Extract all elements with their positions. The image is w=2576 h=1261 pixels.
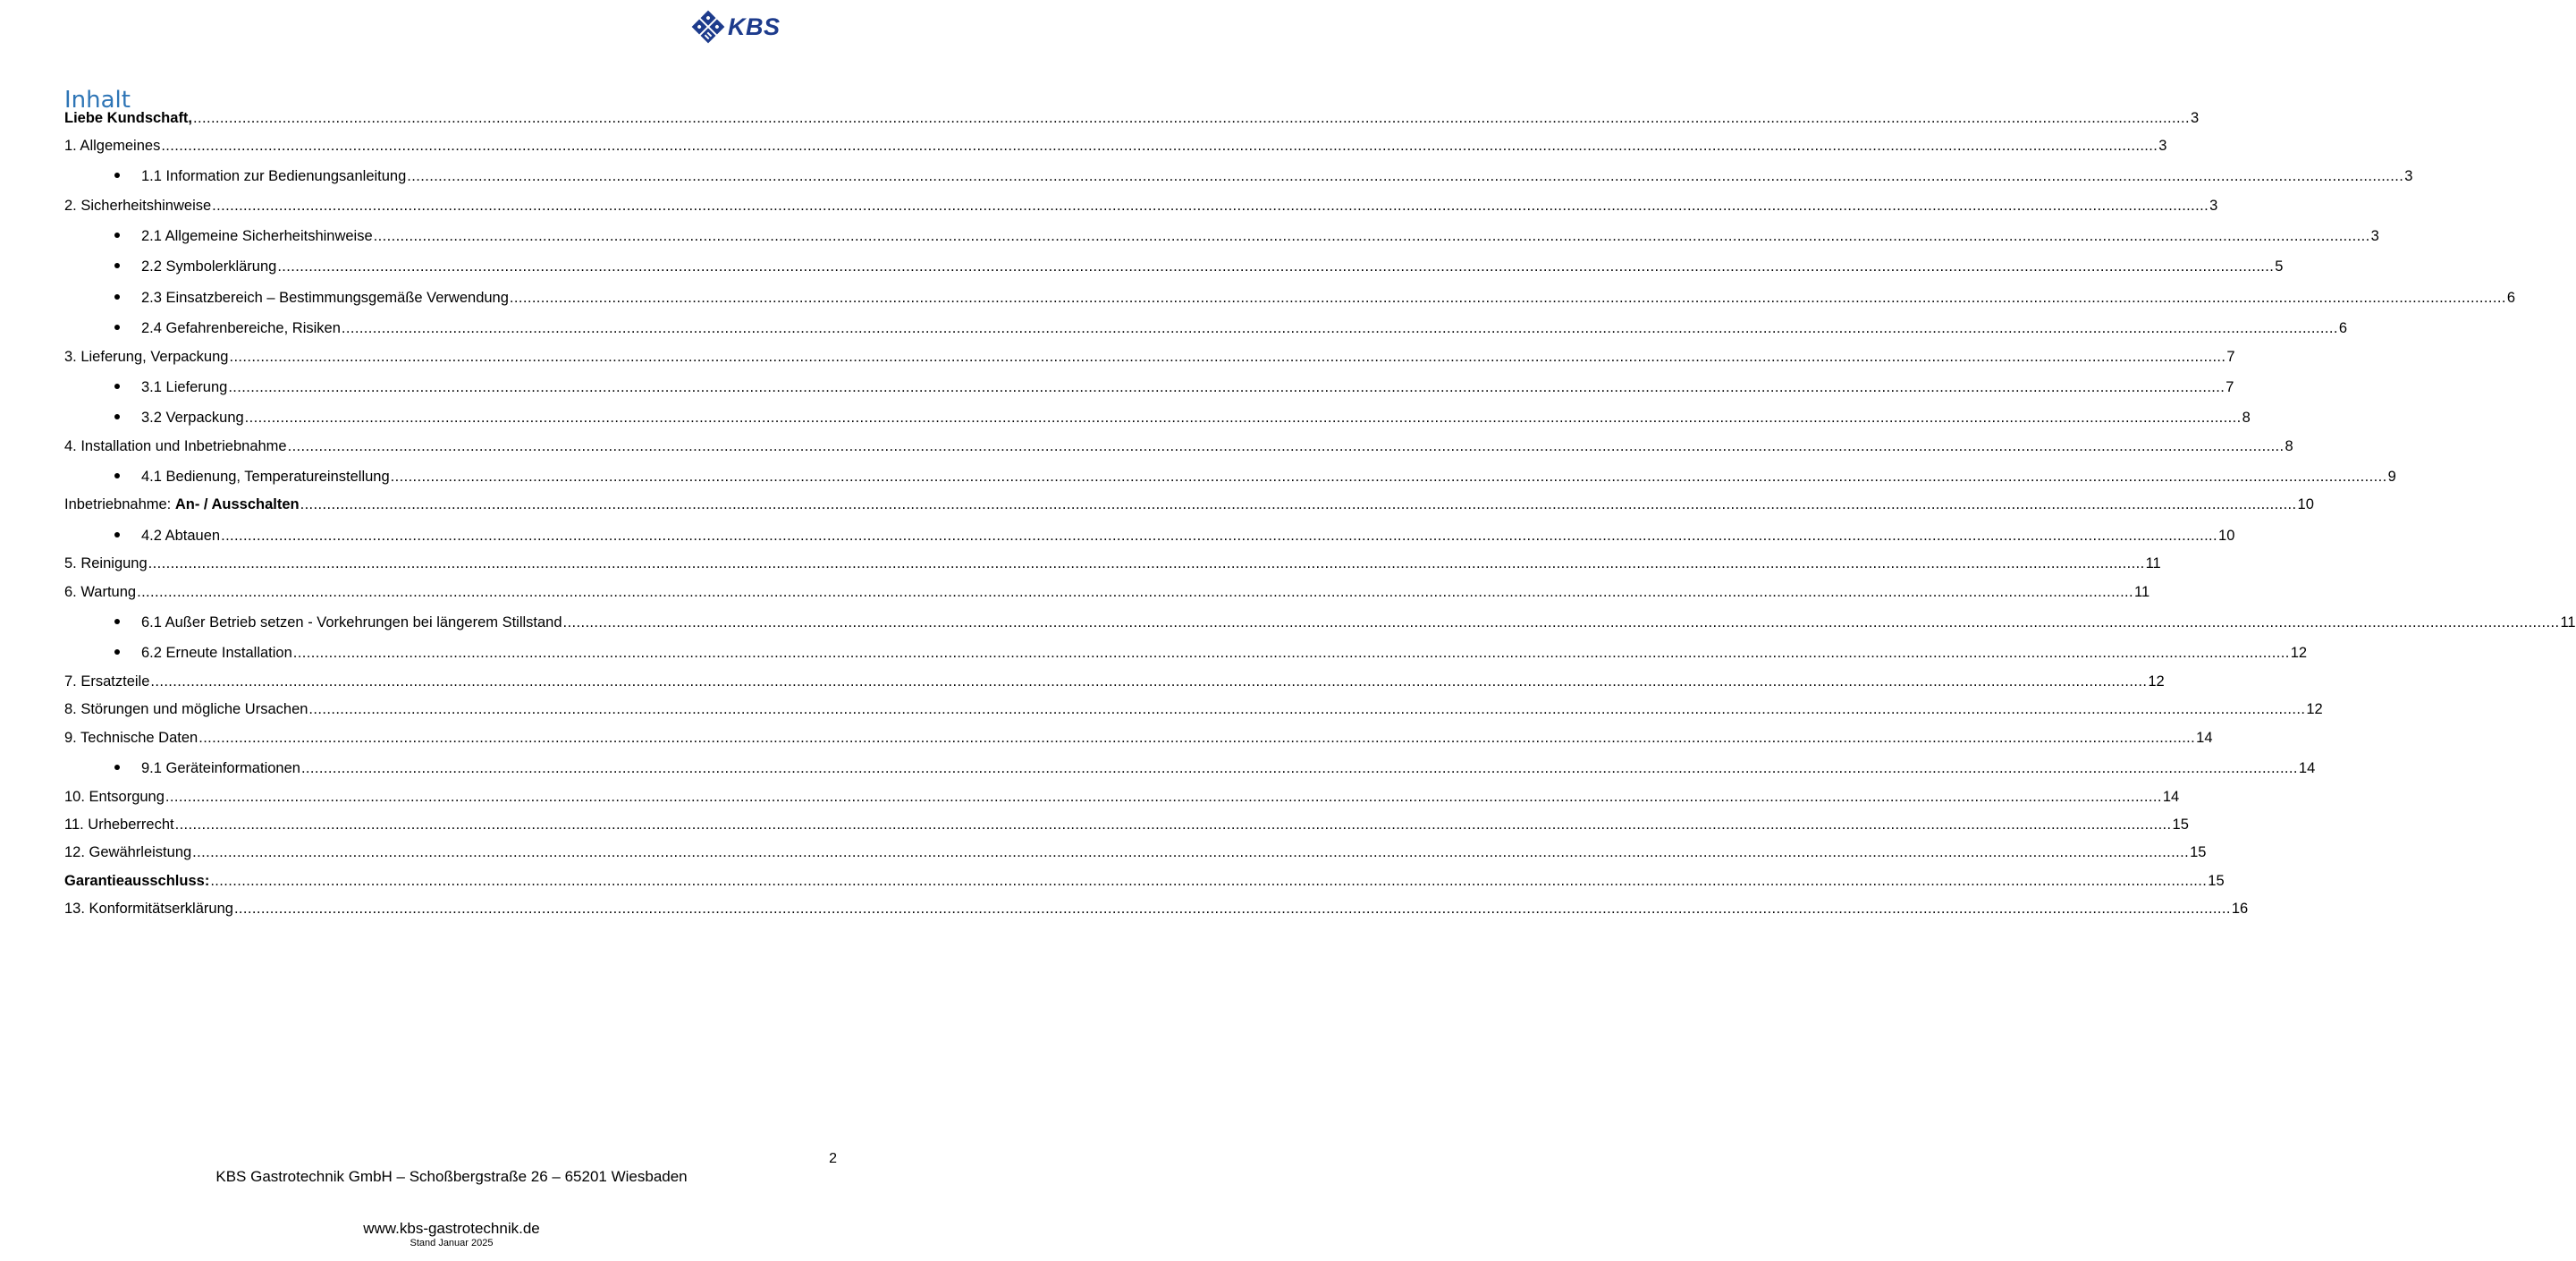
toc-entry-label-text: 10. Entsorgung xyxy=(64,789,165,805)
toc-entry-page: 7 xyxy=(2226,349,2235,365)
toc-entry-label-text: 6. Wartung xyxy=(64,584,137,600)
toc-entry-page: 14 xyxy=(2196,730,2213,746)
toc-entry[interactable] xyxy=(141,640,2308,662)
toc-entry[interactable] xyxy=(64,868,2225,890)
toc-entry-label-text: 1. Allgemeines xyxy=(64,138,161,154)
toc-entry-label xyxy=(141,378,227,396)
bullet-icon xyxy=(114,294,120,300)
toc-entry[interactable] xyxy=(141,523,2235,545)
toc-entry-label xyxy=(64,729,198,747)
toc-entry-label-text: 8. Störungen und mögliche Ursachen xyxy=(64,701,308,717)
toc-entry-label-text: 5. Reinigung xyxy=(64,555,148,571)
toc-entry-label-text: 2.2 Symbolerklärung xyxy=(141,258,277,275)
page-number: 2 xyxy=(829,1151,837,1166)
toc-entry-label xyxy=(141,759,300,777)
toc-entry-label-text: 6.1 Außer Betrieb setzen - Vorkehrungen bei längerem Stillstand xyxy=(141,614,562,630)
toc-entry[interactable] xyxy=(141,164,2413,185)
toc-entry-label-text: 13. Konformitätserklärung xyxy=(64,901,233,917)
dot-leader xyxy=(192,843,2189,861)
bullet-icon xyxy=(114,649,120,655)
toc-entry-label-text: 3. Lieferung, Verpackung xyxy=(64,349,229,365)
dot-leader xyxy=(175,816,2172,834)
toc-entry-page: 16 xyxy=(2231,901,2249,917)
dot-leader xyxy=(212,197,2209,215)
toc-entry[interactable] xyxy=(64,697,2323,718)
dot-leader xyxy=(407,167,2403,185)
toc-entry[interactable] xyxy=(64,106,2200,127)
toc-entry-page: 10 xyxy=(2218,528,2235,544)
toc-entry[interactable] xyxy=(141,610,2576,631)
toc-entry-page: 8 xyxy=(2285,438,2293,454)
toc-entry[interactable] xyxy=(64,551,2161,572)
toc-entry-page: 10 xyxy=(2297,496,2314,512)
toc-entry-page: 11 xyxy=(2145,555,2161,571)
dot-leader xyxy=(308,700,2305,718)
toc-entry-label xyxy=(64,495,300,513)
toc-entry-label-text: 7. Ersatzteile xyxy=(64,673,150,690)
dot-leader xyxy=(301,759,2298,777)
footer-address: KBS Gastrotechnik GmbH – Schoßbergstraße 26 – 65201 Wiesbaden xyxy=(215,1168,688,1185)
toc-entry-page: 9 xyxy=(2387,469,2396,485)
dot-leader xyxy=(510,289,2506,307)
toc-entry-page: 15 xyxy=(2208,873,2225,889)
dot-leader xyxy=(221,527,2217,545)
toc-entry-label xyxy=(64,872,209,890)
toc-entry-label-text: 4. Installation und Inbetriebnahme xyxy=(64,438,287,454)
toc-entry-page: 3 xyxy=(2370,228,2379,244)
toc-entry-page: 7 xyxy=(2225,379,2234,395)
dot-leader xyxy=(293,644,2290,662)
toc-entry-page: 6 xyxy=(2338,320,2348,336)
dot-leader xyxy=(391,468,2387,486)
bullet-icon xyxy=(114,233,120,238)
toc-entry-label xyxy=(64,437,287,455)
toc-entry-label xyxy=(64,673,149,690)
bullet-icon xyxy=(114,173,120,178)
toc-entry-label xyxy=(64,554,148,572)
toc-entry-label xyxy=(64,843,191,861)
dot-leader xyxy=(288,437,2285,455)
toc-entry-page: 15 xyxy=(2172,817,2189,833)
toc-entry-label xyxy=(141,409,244,427)
toc-entry-label xyxy=(64,788,165,806)
toc-entry-label xyxy=(141,227,373,245)
toc-entry-page: 11 xyxy=(2560,614,2576,630)
bullet-icon xyxy=(114,532,120,537)
toc-entry-label xyxy=(64,816,174,834)
bullet-icon xyxy=(114,384,120,389)
toc-entry-label-bold: Garantieausschluss: xyxy=(64,873,210,889)
toc-entry-page: 11 xyxy=(2134,584,2150,600)
toc-entry[interactable] xyxy=(64,896,2249,918)
toc-entry-label xyxy=(64,700,308,718)
toc-entry-page: 3 xyxy=(2209,198,2218,214)
toc-entry[interactable] xyxy=(141,254,2284,275)
toc-entry-label xyxy=(141,289,509,307)
toc-entry[interactable] xyxy=(64,580,2150,601)
dot-leader xyxy=(300,495,2297,513)
toc-entry[interactable] xyxy=(64,840,2207,861)
toc-entry-page: 12 xyxy=(2306,701,2323,717)
dot-leader xyxy=(210,872,2207,890)
toc-entry-label-bold: An- / Ausschalten xyxy=(174,496,300,512)
toc-entry-page: 8 xyxy=(2242,410,2251,426)
bullet-icon xyxy=(114,473,120,478)
dot-leader xyxy=(150,673,2147,690)
dot-leader xyxy=(193,109,2190,127)
toc-entry-label-text: 4.1 Bedienung, Temperatureinstellung xyxy=(141,469,390,485)
toc-entry[interactable] xyxy=(141,224,2379,245)
dot-leader xyxy=(563,614,2560,631)
toc-entry[interactable] xyxy=(64,784,2180,806)
toc-entry-label-text: 6.2 Erneute Installation xyxy=(141,645,292,661)
toc-entry-label xyxy=(141,527,220,545)
dot-leader xyxy=(342,319,2338,337)
bullet-icon xyxy=(114,325,120,330)
dot-leader xyxy=(277,258,2274,275)
toc-entry[interactable] xyxy=(64,344,2235,366)
toc-entry[interactable] xyxy=(64,133,2167,155)
toc-entry-label-bold: Liebe Kundschaft, xyxy=(64,110,193,126)
toc-entry-label xyxy=(64,583,136,601)
dot-leader xyxy=(198,729,2195,747)
toc-entry[interactable] xyxy=(141,285,2516,307)
toc-title: Inhalt xyxy=(64,87,131,114)
toc-entry-label xyxy=(141,258,276,275)
toc-entry-label-text: 1.1 Information zur Bedienungsanleitung xyxy=(141,168,407,184)
toc-entry-label xyxy=(141,644,292,662)
logo-text: KBS xyxy=(728,13,781,40)
dot-leader xyxy=(245,409,2242,427)
toc-entry[interactable] xyxy=(141,316,2348,337)
toc-entry-label-text: 12. Gewährleistung xyxy=(64,844,192,860)
toc-entry-label xyxy=(64,348,228,366)
dot-leader xyxy=(161,137,2158,155)
toc-entry-page: 6 xyxy=(2506,290,2516,306)
bullet-icon xyxy=(114,765,120,770)
toc-entry[interactable] xyxy=(141,464,2396,486)
toc-entry-page: 12 xyxy=(2148,673,2165,690)
dot-leader xyxy=(148,554,2145,572)
dot-leader xyxy=(234,900,2231,918)
toc-entry-page: 14 xyxy=(2162,789,2180,805)
toc-entry-label xyxy=(64,900,233,918)
kbs-logo-icon xyxy=(692,11,724,43)
dot-leader xyxy=(228,378,2225,396)
toc-entry[interactable] xyxy=(64,669,2165,690)
toc-entry-label xyxy=(141,167,406,185)
toc-entry-label-text: 3.2 Verpackung xyxy=(141,410,244,426)
toc-entry-label-text: 9. Technische Daten xyxy=(64,730,198,746)
toc-entry[interactable] xyxy=(64,725,2213,747)
toc-entry-label-text: 9.1 Geräteinformationen xyxy=(141,760,300,776)
footer-url[interactable]: www.kbs-gastrotechnik.de xyxy=(363,1220,540,1237)
toc-entry-label xyxy=(141,614,562,631)
toc-entry[interactable] xyxy=(141,375,2234,396)
toc-entry-label-text: Inbetriebnahme: xyxy=(64,496,175,512)
toc-entry-page: 3 xyxy=(2158,138,2167,154)
toc-entry-label xyxy=(64,137,160,155)
bullet-icon xyxy=(114,414,120,419)
toc-entry[interactable] xyxy=(64,812,2189,834)
toc-entry[interactable] xyxy=(64,434,2293,455)
toc-entry[interactable] xyxy=(141,405,2251,427)
toc-entry-label-text: 2.3 Einsatzbereich – Bestimmungsgemäße Verwendung xyxy=(141,290,509,306)
toc-entry-label xyxy=(64,109,192,127)
toc-entry[interactable] xyxy=(64,193,2218,215)
bullet-icon xyxy=(114,263,120,268)
toc-entry-label xyxy=(141,468,390,486)
dot-leader xyxy=(165,788,2162,806)
toc-entry-page: 3 xyxy=(2404,168,2413,184)
toc-entry-page: 15 xyxy=(2190,844,2207,860)
toc-entry-label-text: 2.4 Gefahrenbereiche, Risiken xyxy=(141,320,341,336)
footer-date: Stand Januar 2025 xyxy=(410,1238,494,1248)
toc-entry-page: 3 xyxy=(2190,110,2200,126)
toc-entry-label xyxy=(64,197,211,215)
toc-entry-page: 14 xyxy=(2298,760,2316,776)
toc-entry-label-text: 2.1 Allgemeine Sicherheitshinweise xyxy=(141,228,373,244)
toc-entry-label-text: 11. Urheberrecht xyxy=(64,817,174,833)
kbs-logo xyxy=(692,7,799,47)
bullet-icon xyxy=(114,619,120,624)
toc-entry[interactable] xyxy=(141,756,2316,777)
toc-entry-label xyxy=(141,319,341,337)
dot-leader xyxy=(137,583,2133,601)
toc-entry-label-text: 2. Sicherheitshinweise xyxy=(64,198,212,214)
toc-entry-label-text: 3.1 Lieferung xyxy=(141,379,228,395)
toc-entry[interactable] xyxy=(64,492,2314,513)
dot-leader xyxy=(374,227,2370,245)
toc-entry-label-text: 4.2 Abtauen xyxy=(141,528,221,544)
dot-leader xyxy=(229,348,2225,366)
toc-entry-page: 5 xyxy=(2275,258,2284,275)
toc-entry-page: 12 xyxy=(2290,645,2308,661)
